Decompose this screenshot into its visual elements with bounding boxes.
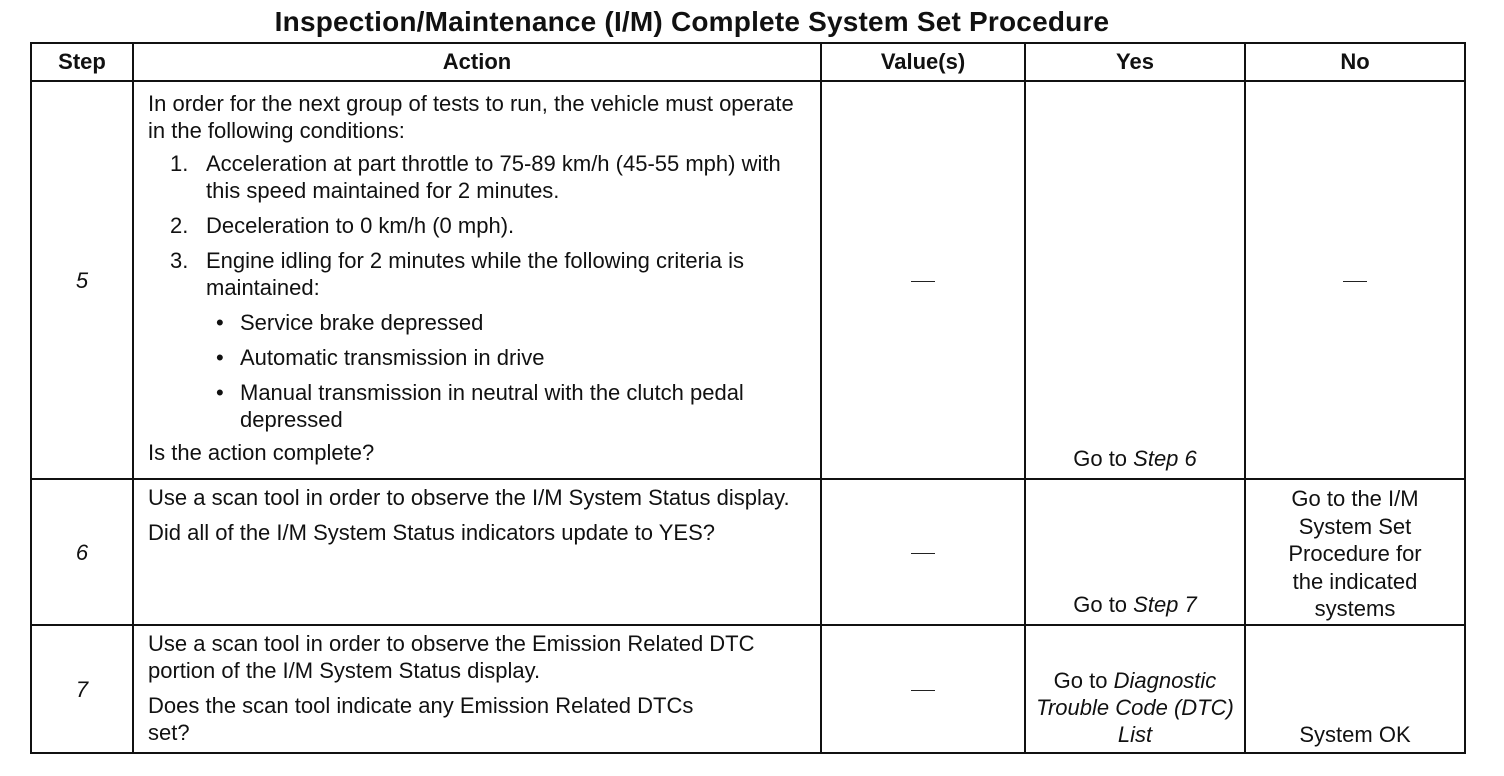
no-cell: System OK [1245,625,1465,753]
conditions-list [148,150,810,433]
step-number: 5 [31,81,133,479]
step-link[interactable]: Step 6 [1133,446,1197,471]
action-intro: In order for the next group of tests to run, the vehicle must operate in the following conditions: [148,91,794,143]
bullet-icon: • [216,345,224,370]
list-item [148,247,810,433]
header-row [31,43,1465,81]
dash-icon [911,553,935,554]
action-intro: Use a scan tool in order to observe the I/M System Status display. [148,485,790,510]
list-item [148,212,810,239]
action-cell [133,479,821,625]
list-number: 2. [170,213,189,238]
step-number: 7 [31,625,133,753]
values-cell [821,625,1025,753]
no-cell: Go to the I/M System Set Procedure for the indicated systems [1245,479,1465,625]
yes-cell: Go to Diagnostic Trouble Code (DTC) List [1025,625,1245,753]
no-cell [1245,81,1465,479]
dash-icon [911,281,935,282]
table-row-step-6 [31,479,1465,625]
list-text: Acceleration at part throttle to 75-89 km/h (45-55 mph) with this speed maintained for 2 minutes. [206,151,781,203]
header-no: No [1245,43,1465,81]
dash-icon [911,690,935,691]
values-cell [821,479,1025,625]
header-values: Value(s) [821,43,1025,81]
procedure-table [30,42,1466,754]
list-item: • Service brake depressed [216,310,484,335]
criteria-list [206,309,810,433]
action-question: Is the action complete? [148,440,375,465]
yes-cell: Go to Step 6 [1025,81,1245,479]
table-row-step-5 [31,81,1465,479]
page-title: Inspection/Maintenance (I/M) Complete System Set Procedure [274,6,1110,37]
action-cell [133,625,821,753]
action-question: Did all of the I/M System Status indicators update to YES? [148,520,715,545]
header-yes: Yes [1025,43,1245,81]
list-item: • Automatic transmission in drive [216,345,545,370]
dash-icon [1343,281,1367,282]
action-intro: Use a scan tool in order to observe the Emission Related DTC portion of the I/M System Status display. [148,631,755,683]
header-step: Step [31,43,133,81]
list-text: Deceleration to 0 km/h (0 mph). [206,213,515,238]
dtc-list-link[interactable]: Diagnostic Trouble Code (DTC) List [1036,668,1234,747]
action-cell [133,81,821,479]
table-row-step-7 [31,625,1465,753]
yes-cell: Go to Step 7 [1025,479,1245,625]
values-cell [821,81,1025,479]
step-number: 6 [31,479,133,625]
list-item [148,150,810,204]
action-question: Does the scan tool indicate any Emission Related DTCs set? [148,693,694,745]
bullet-icon: • [216,380,224,405]
list-text: Engine idling for 2 minutes while the following criteria is maintained: [206,248,745,300]
list-number: 1. [170,151,189,176]
step-link[interactable]: Step 7 [1133,592,1197,617]
list-item: • Manual transmission in neutral with the clutch pedal depressed [216,380,744,432]
bullet-icon: • [216,310,224,335]
header-action: Action [133,43,821,81]
list-number: 3. [170,248,189,273]
